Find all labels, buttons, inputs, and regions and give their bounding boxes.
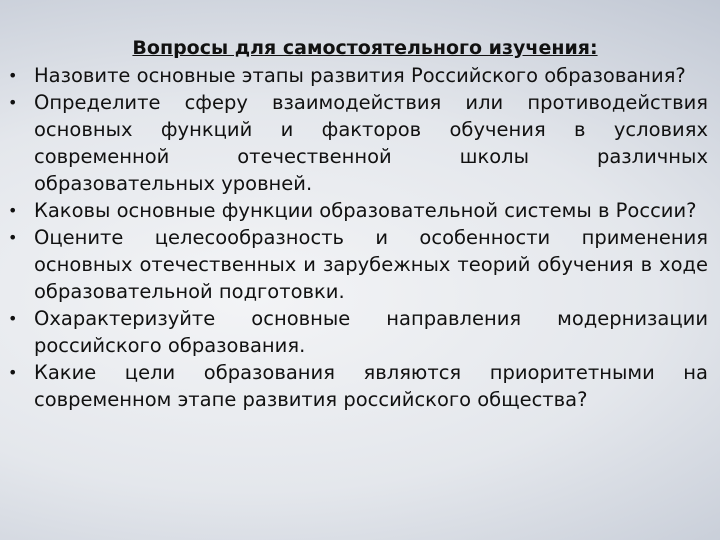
question-text: Определите сферу взаимодействия или противодействия основных функций и факторов обучения в условиях современной отечественной школы различных образовательных уровней. xyxy=(34,91,708,195)
question-text: Назовите основные этапы развития Российского образования? xyxy=(34,64,686,87)
question-item-3 xyxy=(0,197,720,224)
question-text: Каковы основные функции образовательной системы в России? xyxy=(34,199,697,222)
bullet-icon: • xyxy=(8,201,18,220)
question-item-5 xyxy=(0,305,720,359)
question-text: Какие цели образования являются приоритетными на современном этапе развития российского общества? xyxy=(34,361,708,411)
question-item-4 xyxy=(0,224,720,305)
question-item-6 xyxy=(0,359,720,413)
bullet-icon: • xyxy=(8,363,18,382)
question-item-1 xyxy=(0,62,720,89)
question-text: Оцените целесообразность и особенности применения основных отечественных и зарубежных теорий обучения в ходе образовательной подготовки. xyxy=(34,226,708,303)
bullet-icon: • xyxy=(8,309,18,328)
question-item-2 xyxy=(0,89,720,197)
slide-title: Вопросы для самостоятельного изучения: xyxy=(132,37,598,59)
bullet-icon: • xyxy=(8,228,18,247)
question-text: Охарактеризуйте основные направления модернизации российского образования. xyxy=(34,307,708,357)
question-list xyxy=(0,62,720,413)
bullet-icon: • xyxy=(8,93,18,112)
bullet-icon: • xyxy=(8,66,18,85)
